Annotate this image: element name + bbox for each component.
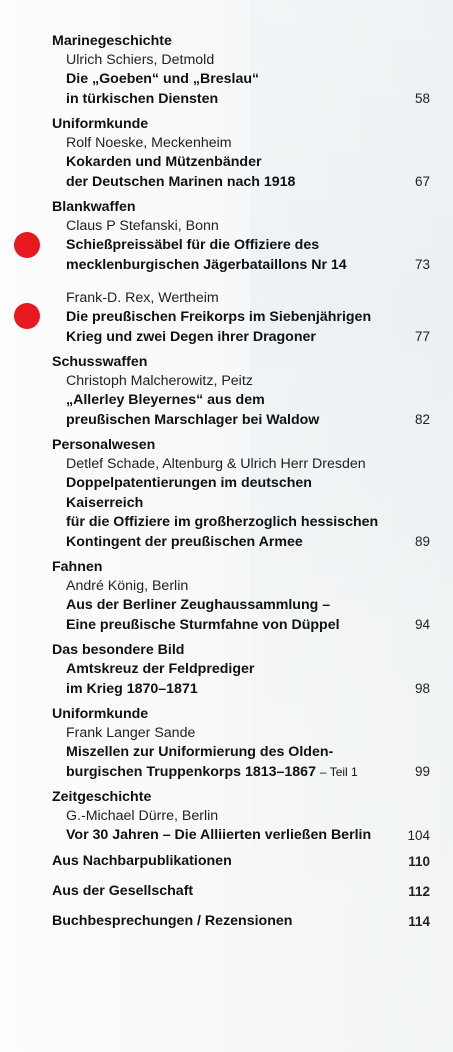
- toc-section: [52, 353, 432, 430]
- entry-page-number: 89: [414, 534, 430, 549]
- toc-entry[interactable]: [52, 134, 432, 192]
- entry-title-line: [66, 173, 432, 193]
- entry-title-line: [66, 826, 432, 846]
- toc-plain-row[interactable]: [52, 882, 432, 901]
- toc-plain-row[interactable]: [52, 912, 432, 931]
- entry-title-line: [66, 153, 432, 173]
- entry-title-line: [66, 70, 432, 90]
- red-marker-dot: [14, 232, 40, 258]
- entry-title-text: Vor 30 Jahren – Die Alliierten verließen Berlin: [66, 827, 372, 843]
- toc-entry[interactable]: [52, 807, 432, 846]
- entry-title-text: für die Offiziere im großherzoglich hessischen: [66, 514, 379, 530]
- entry-title-text: „Allerley Bleyernes“ aus dem: [66, 392, 265, 408]
- entry-title-line: [66, 256, 432, 276]
- entry-title-text: Krieg und zwei Degen ihrer Dragoner: [66, 328, 316, 345]
- toc-entry[interactable]: [52, 51, 432, 109]
- entry-page-number: 99: [414, 764, 430, 779]
- entry-title-line: [66, 236, 432, 256]
- entry-title-line: [66, 680, 432, 700]
- entry-author: Ulrich Schiers, Detmold: [66, 52, 215, 68]
- entry-author: Detlef Schade, Altenburg & Ulrich Herr Dresden: [66, 456, 366, 472]
- entry-title-text: Kontingent der preußischen Armee: [66, 533, 303, 550]
- entry-title-line: [66, 90, 432, 110]
- red-marker-dot: [14, 303, 40, 329]
- toc-section: [52, 641, 432, 699]
- toc-section: [52, 436, 432, 552]
- entry-title-text: Amtskreuz der Feldprediger: [66, 661, 255, 677]
- toc-entry[interactable]: [52, 217, 432, 275]
- section-category: Personalwesen: [52, 437, 156, 453]
- section-category: Uniformkunde: [52, 706, 149, 722]
- section-category: Zeitgeschichte: [52, 789, 152, 805]
- toc-entry[interactable]: [52, 660, 432, 699]
- entry-title-line: [66, 596, 432, 616]
- entry-author: Rolf Noeske, Meckenheim: [66, 135, 232, 151]
- entry-title-text: Doppelpatentierungen im deutschen Kaiserreich: [66, 475, 312, 511]
- plain-row-label: Buchbesprechungen / Rezensionen: [52, 912, 293, 929]
- plain-row-page-number: 110: [408, 853, 430, 869]
- entry-title-text: preußischen Marschlager bei Waldow: [66, 411, 320, 428]
- section-category: Schusswaffen: [52, 354, 148, 370]
- entry-title-text: Schießpreissäbel für die Offiziere des: [66, 237, 320, 253]
- entry-page-number: 67: [414, 174, 430, 189]
- toc-entry[interactable]: [52, 724, 432, 782]
- entry-author: Claus P Stefanski, Bonn: [66, 218, 219, 234]
- section-category: Das besondere Bild: [52, 642, 185, 658]
- entry-title-text: in türkischen Diensten: [66, 90, 219, 107]
- entry-page-number: 104: [407, 827, 430, 843]
- plain-row-label: Aus Nachbarpublikationen: [52, 852, 232, 869]
- entry-title-text: Die „Goeben“ und „Breslau“: [66, 71, 260, 87]
- plain-row-label: Aus der Gesellschaft: [52, 882, 194, 899]
- toc-entry[interactable]: [52, 577, 432, 635]
- entry-author: Frank Langer Sande: [66, 725, 196, 741]
- toc-section: [52, 788, 432, 846]
- entry-page-number: 73: [414, 257, 430, 272]
- entry-title-text: Miszellen zur Uniformierung des Olden-: [66, 744, 334, 760]
- entry-title-line: [66, 513, 432, 533]
- section-category: Fahnen: [52, 559, 103, 575]
- toc-entry[interactable]: [52, 372, 432, 430]
- entry-title-line: [66, 328, 432, 348]
- entry-title-text: burgischen Truppenkorps 1813–1867: [66, 763, 316, 780]
- entry-page-number: 94: [414, 617, 430, 632]
- entry-page-number: 82: [414, 412, 430, 427]
- entry-author: Frank-D. Rex, Wertheim: [66, 290, 219, 306]
- entry-page-number: 77: [414, 329, 430, 344]
- entry-page-number: 98: [414, 681, 430, 696]
- toc-section: [52, 705, 432, 782]
- entry-title-text: Kokarden und Mützenbänder: [66, 154, 262, 170]
- entry-title-line: [66, 391, 432, 411]
- entry-title-line: [66, 660, 432, 680]
- entry-title-text: Eine preußische Sturmfahne von Düppel: [66, 616, 340, 633]
- toc-section: [52, 115, 432, 192]
- entry-title-line: [66, 411, 432, 431]
- entry-title-text: Die preußischen Freikorps im Siebenjährigen: [66, 309, 372, 325]
- entry-title-line: [66, 533, 432, 553]
- entry-title-line: [66, 616, 432, 636]
- entry-page-number: 58: [414, 91, 430, 106]
- entry-title-text: Aus der Berliner Zeughaussammlung –: [66, 597, 331, 613]
- entry-title-text: im Krieg 1870–1871: [66, 680, 198, 697]
- toc-section: [52, 558, 432, 635]
- section-category: Blankwaffen: [52, 199, 136, 215]
- toc-section: [52, 198, 432, 347]
- section-category: Marinegeschichte: [52, 33, 172, 49]
- entry-title-line: [66, 308, 432, 328]
- entry-title-line: [66, 743, 432, 763]
- entry-author: André König, Berlin: [66, 578, 189, 594]
- entry-author: Christoph Malcherowitz, Peitz: [66, 373, 253, 389]
- entry-title-text: der Deutschen Marinen nach 1918: [66, 173, 296, 190]
- toc-entry[interactable]: [52, 455, 432, 552]
- entry-author: G.-Michael Dürre, Berlin: [66, 808, 219, 824]
- table-of-contents: [52, 32, 432, 942]
- toc-entry[interactable]: [52, 289, 432, 347]
- entry-title-line: [66, 763, 432, 783]
- entry-title-text: mecklenburgischen Jägerbataillons Nr 14: [66, 256, 347, 273]
- section-category: Uniformkunde: [52, 116, 149, 132]
- plain-row-page-number: 114: [408, 913, 430, 929]
- entry-title-suffix: – Teil 1: [319, 764, 358, 779]
- plain-row-page-number: 112: [408, 883, 430, 899]
- entry-title-line: [66, 474, 432, 513]
- toc-section: [52, 32, 432, 109]
- toc-plain-row[interactable]: [52, 852, 432, 871]
